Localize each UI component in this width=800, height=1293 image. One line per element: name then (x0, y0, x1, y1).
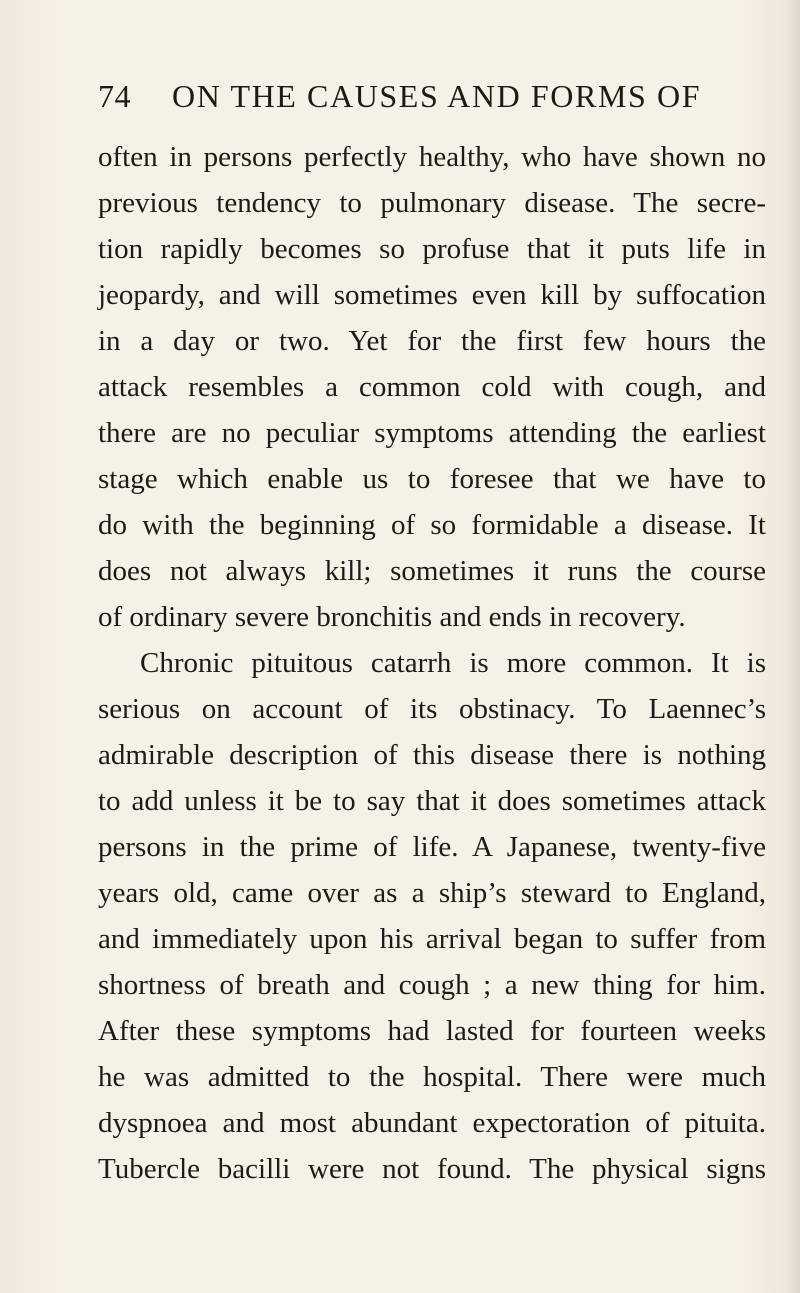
running-title: ON THE CAUSES AND FORMS OF (172, 78, 702, 114)
text-line: shortness of breath and cough ; a new thing for him. (98, 969, 766, 1001)
text-line: and immediately upon his arrival began to suffer from (98, 923, 766, 955)
text-line: do with the beginning of so formidable a disease. It (98, 509, 766, 541)
page-edge-shadow (786, 0, 800, 1293)
text-line: previous tendency to pulmonary disease. The secre- (98, 187, 766, 219)
text-line: there are no peculiar symptoms attending the earliest (98, 417, 766, 449)
text-line: he was admitted to the hospital. There were much (98, 1061, 766, 1093)
text-line: of ordinary severe bronchitis and ends in recovery. (98, 601, 686, 633)
text-line: After these symptoms had lasted for fourteen weeks (98, 1015, 766, 1047)
text-line: attack resembles a common cold with cough, and (98, 371, 766, 403)
text-line: Tubercle bacilli were not found. The physical signs (98, 1153, 766, 1185)
text-line: serious on account of its obstinacy. To Laennec’s (98, 693, 766, 725)
running-head (98, 78, 718, 122)
text-line: dyspnoea and most abundant expectoration of pituita. (98, 1107, 766, 1139)
text-line: jeopardy, and will sometimes even kill by suffocation (98, 279, 766, 311)
text-line: does not always kill; sometimes it runs the course (98, 555, 766, 587)
text-line: often in persons perfectly healthy, who have shown no (98, 141, 766, 173)
page-number: 74 (98, 78, 131, 114)
text-line: Chronic pituitous catarrh is more common. It is (140, 647, 766, 679)
text-line: stage which enable us to foresee that we have to (98, 463, 766, 495)
text-line: admirable description of this disease there is nothing (98, 739, 766, 771)
text-line: tion rapidly becomes so profuse that it puts life in (98, 233, 766, 265)
text-line: years old, came over as a ship’s steward to England, (98, 877, 766, 909)
text-line: to add unless it be to say that it does sometimes attack (98, 785, 766, 817)
text-line: in a day or two. Yet for the first few hours the (98, 325, 766, 357)
body-text (98, 134, 766, 1192)
text-line: persons in the prime of life. A Japanese, twenty-five (98, 831, 766, 863)
